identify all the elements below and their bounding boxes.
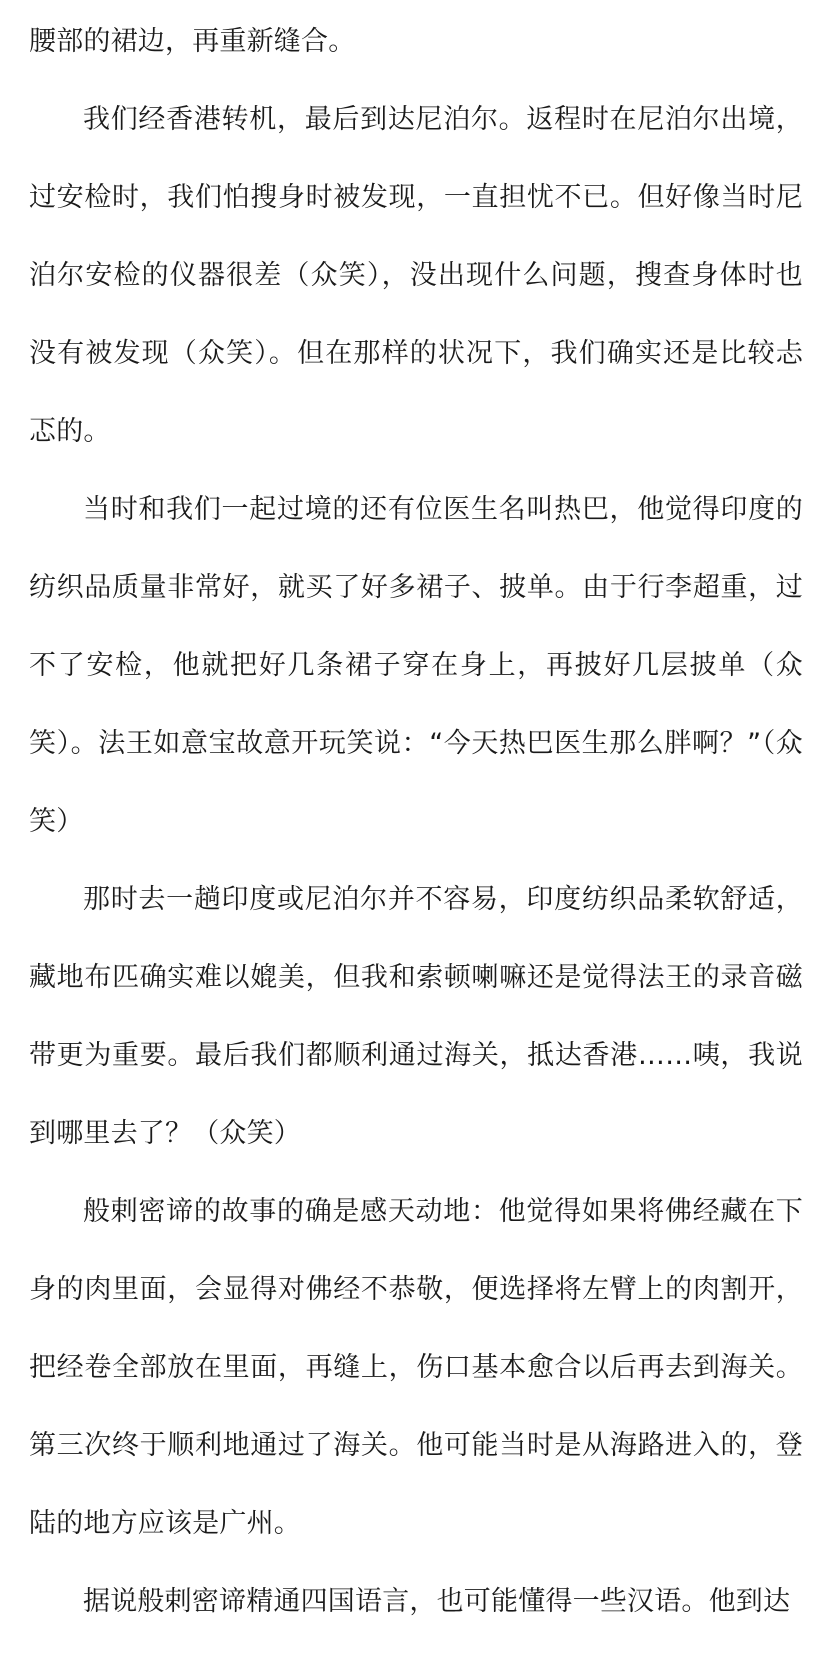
paragraph-continuation: 腰部的裙边，再重新缝合。 bbox=[29, 26, 356, 57]
paragraph-nepal-security: 我们经香港转机，最后到达尼泊尔。返程时在尼泊尔出境，过安检时，我们怕搜身时被发现，一直担忧不已。但好像当时尼泊尔安检的仪器很差（众笑），没出现什么问题，搜查身体时也没有被发现（众笑）。但在那样的状况下，我们确实还是比较忐忑的。 bbox=[29, 104, 803, 447]
paragraph-doctor-reba: 当时和我们一起过境的还有位医生名叫热巴，他觉得印度的纺织品质量非常好，就买了好多裙子、披单。由于行李超重，过不了安检，他就把好几条裙子穿在身上，再披好几层披单（众笑）。法王如意宝故意开玩笑说：“今天热巴医生那么胖啊？”（众笑） bbox=[29, 494, 803, 837]
document-page bbox=[0, 3, 831, 1665]
paragraph-paramiti-story: 般剌密谛的故事的确是感天动地：他觉得如果将佛经藏在下身的肉里面，会显得对佛经不恭敬，便选择将左臂上的肉割开，把经卷全部放在里面，再缝上，伤口基本愈合以后再去到海关。第三次终于顺利地通过了海关。他可能当时是从海路进入的，登陆的地方应该是广州。 bbox=[29, 1196, 803, 1539]
paragraph-paramiti-languages: 据说般剌密谛精通四国语言，也可能懂得一些汉语。他到达 bbox=[83, 1586, 791, 1617]
paragraph-textiles-and-tapes: 那时去一趟印度或尼泊尔并不容易，印度纺织品柔软舒适，藏地布匹确实难以媲美，但我和索顿喇嘛还是觉得法王的录音磁带更为重要。最后我们都顺利通过海关，抵达香港……咦，我说到哪里去了？（众笑） bbox=[29, 884, 803, 1149]
